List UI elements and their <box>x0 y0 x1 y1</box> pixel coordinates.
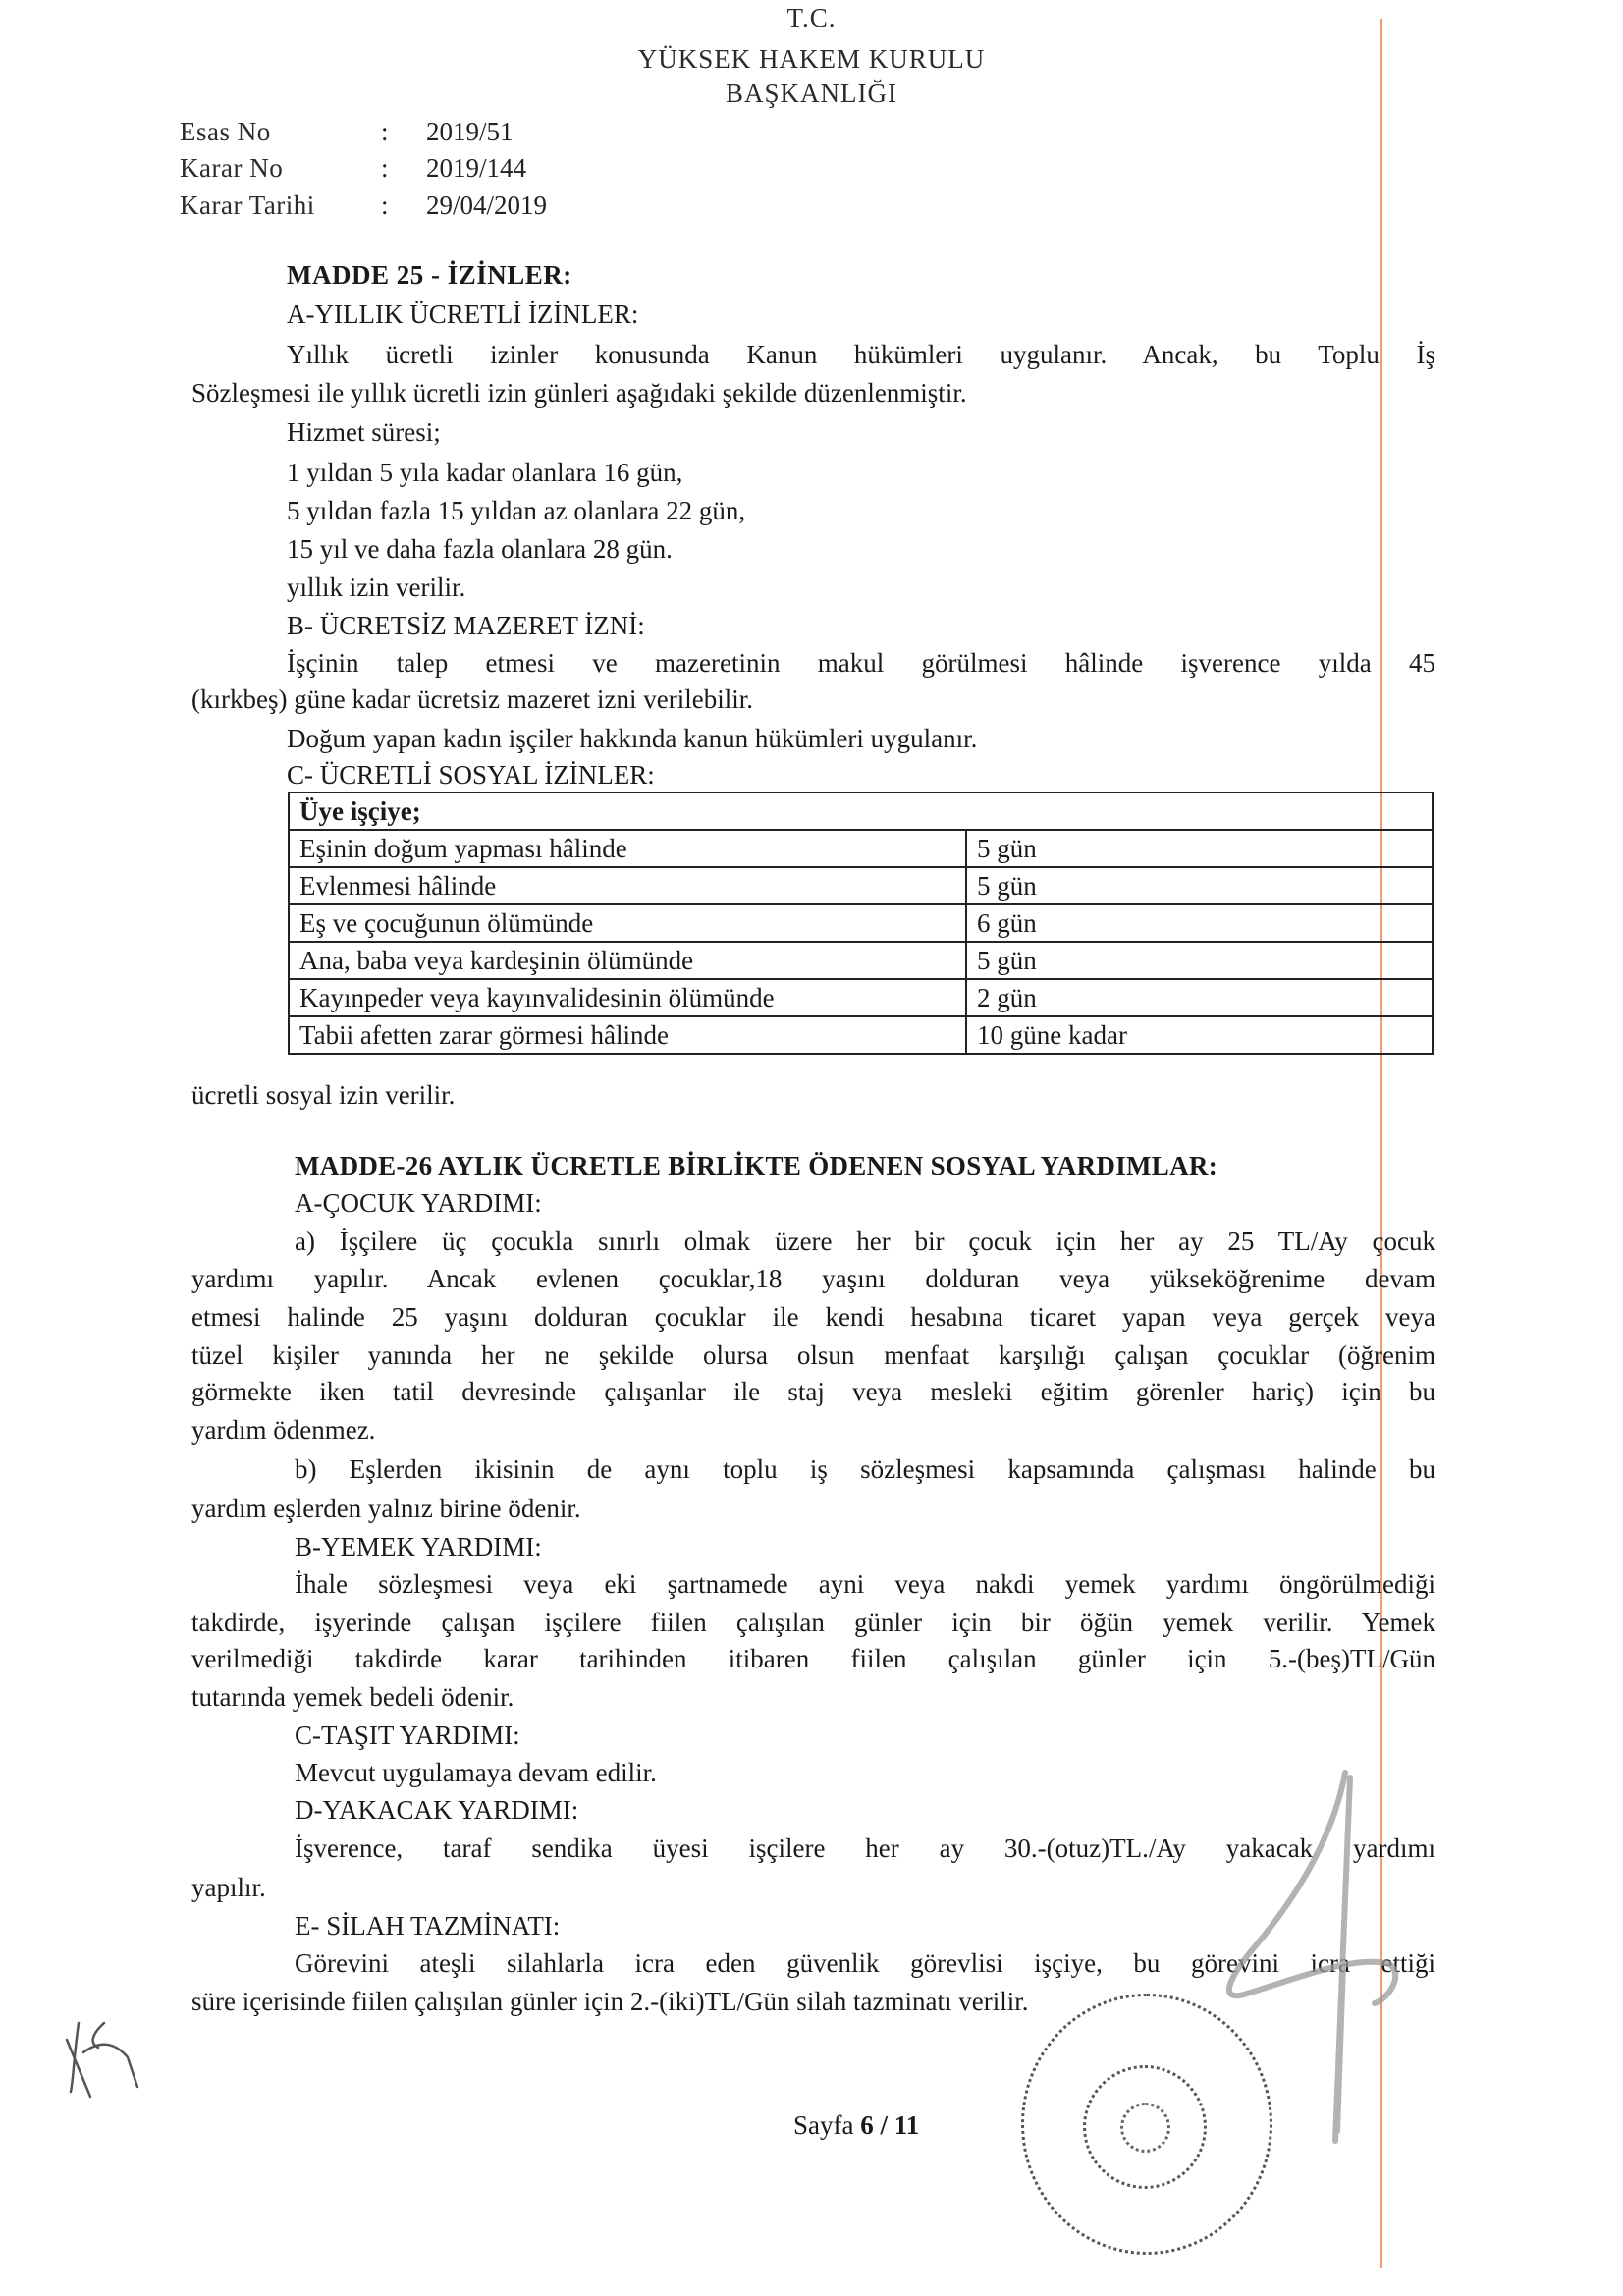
meta-value-esas: 2019/51 <box>426 117 514 146</box>
madde26-a-b-line: yardım eşlerden yalnız birine ödenir. <box>191 1494 581 1523</box>
meta-label-karar-tarihi: Karar Tarihi <box>180 191 315 220</box>
table-header-row <box>289 793 1433 830</box>
table-row <box>289 830 1433 867</box>
madde25-c-title: C- ÜCRETLİ SOSYAL İZİNLER: <box>287 760 655 790</box>
meta-colon: : <box>381 153 389 183</box>
meta-label-esas: Esas No <box>180 117 271 146</box>
madde25-a-closing: yıllık izin verilir. <box>287 573 466 602</box>
header-institution: YÜKSEK HAKEM KURULU <box>637 44 986 74</box>
madde25-b-title: B- ÜCRETSİZ MAZERET İZNİ: <box>287 611 645 640</box>
table-cell-event: Eş ve çocuğunun ölümünde <box>289 904 966 942</box>
initials-icon <box>49 2018 157 2106</box>
madde25-b-paragraph-line2: (kırkbeş) güne kadar ücretsiz mazeret izni verilebilir. <box>191 684 753 714</box>
madde26-a-b-line: b) Eşlerden ikisinin de aynı toplu iş sözleşmesi kapsamında çalışması halinde bu <box>295 1454 1435 1484</box>
table-cell-days: 6 gün <box>966 904 1433 942</box>
madde25-tier-2: 5 yıldan fazla 15 yıldan az olanlara 22 gün, <box>287 496 746 525</box>
madde26-d-title: D-YAKACAK YARDIMI: <box>295 1795 579 1825</box>
table-cell-event: Ana, baba veya kardeşinin ölümünde <box>289 942 966 979</box>
madde26-c-title: C-TAŞIT YARDIMI: <box>295 1721 520 1750</box>
madde26-a-title: A-ÇOCUK YARDIMI: <box>295 1188 542 1218</box>
madde25-title: MADDE 25 - İZİNLER: <box>287 260 572 290</box>
meta-label-karar-no: Karar No <box>180 153 284 183</box>
table-cell-event: Evlenmesi hâlinde <box>289 867 966 904</box>
madde26-d-line: yapılır. <box>191 1873 266 1902</box>
header-presidency: BAŞKANLIĞI <box>726 79 897 108</box>
table-cell-event: Tabii afetten zarar görmesi hâlinde <box>289 1016 966 1054</box>
table-cell-days: 10 güne kadar <box>966 1016 1433 1054</box>
madde26-a-line: yardım ödenmez. <box>191 1415 376 1445</box>
madde26-e-title: E- SİLAH TAZMİNATI: <box>295 1911 561 1941</box>
madde25-a-paragraph-line1: Yıllık ücretli izinler konusunda Kanun hükümleri uygulanır. Ancak, bu Toplu İş <box>287 340 1435 369</box>
madde26-a-line: tüzel kişiler yanında her ne şekilde olursa olsun menfaat karşılığı çalışan çocuklar (öğrenim <box>191 1340 1435 1370</box>
madde25-service-label: Hizmet süresi; <box>287 417 441 447</box>
madde26-title: MADDE-26 AYLIK ÜCRETLE BİRLİKTE ÖDENEN SOSYAL YARDIMLAR: <box>295 1151 1217 1180</box>
meta-colon: : <box>381 117 389 146</box>
madde26-e-line: Görevini ateşli silahlarla icra eden güvenlik görevlisi işçiye, bu görevini icra ettiği <box>295 1948 1435 1978</box>
table-row <box>289 867 1433 904</box>
table-header-cell: Üye işçiye; <box>289 793 1433 830</box>
madde26-b-line: takdirde, işyerinde çalışan işçilere fiilen çalışılan günler için bir öğün yemek verilir. Yemek <box>191 1608 1435 1637</box>
madde26-a-line: etmesi halinde 25 yaşını dolduran çocuklar ile kendi hesabına ticaret yapan veya gerçek veya <box>191 1302 1435 1332</box>
madde26-a-line: a) İşçilere üç çocukla sınırlı olmak üzere her bir çocuk için her ay 25 TL/Ay çocuk <box>295 1227 1435 1256</box>
table-row <box>289 904 1433 942</box>
stamp-core <box>1120 2103 1170 2153</box>
table-cell-days: 2 gün <box>966 979 1433 1016</box>
official-stamp-icon <box>1021 1994 1272 2255</box>
madde26-a-line: görmekte iken tatil devresinde çalışanlar ile staj veya mesleki eğitim görenler hariç) için bu <box>191 1377 1435 1406</box>
meta-value-karar-no: 2019/144 <box>426 153 527 183</box>
madde26-b-line: tutarında yemek bedeli ödenir. <box>191 1682 514 1712</box>
table-row <box>289 942 1433 979</box>
page-number <box>793 2109 919 2141</box>
meta-value-karar-tarihi: 29/04/2019 <box>426 191 548 220</box>
madde25-tier-3: 15 yıl ve daha fazla olanlara 28 gün. <box>287 534 673 564</box>
madde26-b-line: verilmediği takdirde karar tarihinden itibaren fiilen çalışılan günler için 5.-(beş)TL/Gün <box>191 1644 1435 1673</box>
madde26-e-line: süre içerisinde fiilen çalışılan günler için 2.-(iki)TL/Gün silah tazminatı verilir. <box>191 1987 1029 2016</box>
madde25-b-paragraph-line1: İşçinin talep etmesi ve mazeretinin makul görülmesi hâlinde işverence yılda 45 <box>287 648 1435 678</box>
table-row <box>289 979 1433 1016</box>
table-cell-days: 5 gün <box>966 830 1433 867</box>
madde26-b-line: İhale sözleşmesi veya eki şartnamede ayni veya nakdi yemek yardımı öngörülmediği <box>295 1569 1435 1599</box>
madde26-a-line: yardımı yapılır. Ancak evlenen çocuklar,18 yaşını dolduran veya yükseköğrenime devam <box>191 1264 1435 1293</box>
table-cell-event: Eşinin doğum yapması hâlinde <box>289 830 966 867</box>
madde26-b-title: B-YEMEK YARDIMI: <box>295 1532 542 1561</box>
meta-colon: : <box>381 191 389 220</box>
madde25-b-paragraph-2: Doğum yapan kadın işçiler hakkında kanun hükümleri uygulanır. <box>287 724 978 753</box>
stamp-inner-ring <box>1083 2065 1207 2189</box>
social-leave-table <box>288 792 1434 1055</box>
table-cell-days: 5 gün <box>966 867 1433 904</box>
header-country: T.C. <box>786 3 837 32</box>
table-cell-days: 5 gün <box>966 942 1433 979</box>
madde25-c-closing: ücretli sosyal izin verilir. <box>191 1080 456 1110</box>
page-separator: / <box>880 2110 888 2140</box>
madde25-a-title: A-YILLIK ÜCRETLİ İZİNLER: <box>287 300 639 329</box>
page-total: 11 <box>893 2110 920 2140</box>
madde25-a-paragraph-line2: Sözleşmesi ile yıllık ücretli izin günleri aşağıdaki şekilde düzenlenmiştir. <box>191 378 967 408</box>
table-cell-event: Kayınpeder veya kayınvalidesinin ölümünde <box>289 979 966 1016</box>
page-label: Sayfa <box>793 2110 854 2140</box>
page-current: 6 <box>860 2110 874 2140</box>
madde25-tier-1: 1 yıldan 5 yıla kadar olanlara 16 gün, <box>287 458 683 487</box>
table-row <box>289 1016 1433 1054</box>
madde26-d-line: İşverence, taraf sendika üyesi işçilere her ay 30.-(otuz)TL./Ay yakacak yardımı <box>295 1833 1435 1863</box>
madde26-c-text: Mevcut uygulamaya devam edilir. <box>295 1758 657 1787</box>
